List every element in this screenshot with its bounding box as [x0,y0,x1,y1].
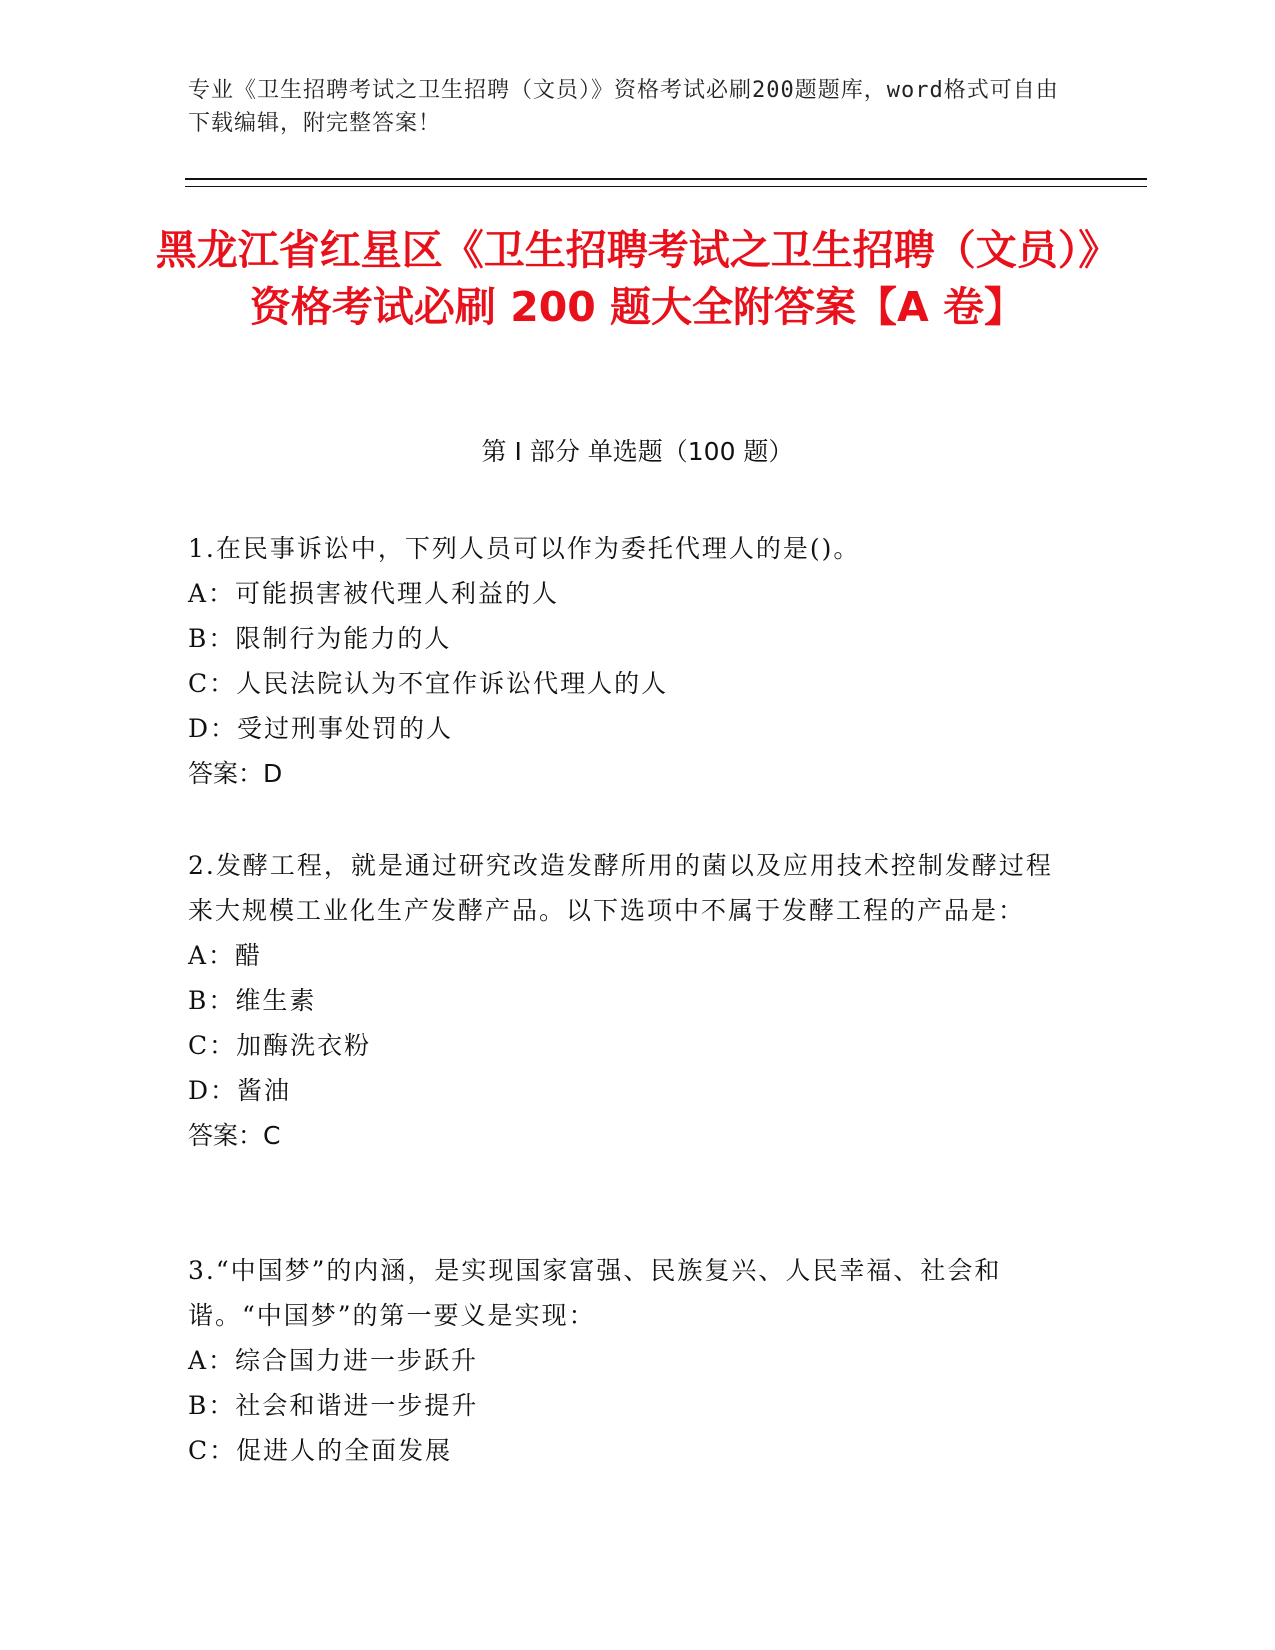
option-a: A：醋 [188,941,263,970]
option-b: B：限制行为能力的人 [188,624,452,653]
option-c: C：加酶洗衣粉 [188,1031,372,1060]
option-a: A：综合国力进一步跃升 [188,1346,479,1375]
question-block-3 [188,1248,1068,1473]
option-a: A：可能损害被代理人利益的人 [188,579,560,608]
header-divider-thick [185,178,1147,180]
option-d: D：受过刑事处罚的人 [188,714,454,743]
question-block-2 [188,843,1068,1158]
option-c: C：人民法院认为不宜作诉讼代理人的人 [188,669,669,698]
answer: 答案：C [188,1121,281,1150]
question-block-1 [188,526,1068,796]
header-divider-thin [185,186,1147,187]
answer: 答案：D [188,759,283,788]
option-b: B：维生素 [188,986,317,1015]
section-heading: 第 I 部分 单选题（100 题） [481,437,794,466]
option-c: C：促进人的全面发展 [188,1436,453,1465]
question-text: 1.在民事诉讼中，下列人员可以作为委托代理人的是()。 [188,534,861,563]
header-note: 专业《卫生招聘考试之卫生招聘（文员）》资格考试必刷200题题库，word格式可自由下载编辑，附完整答案！ [188,78,1059,136]
option-d: D：酱油 [188,1076,292,1105]
question-text: 2.发酵工程，就是通过研究改造发酵所用的菌以及应用技术控制发酵过程来大规模工业化生产发酵产品。以下选项中不属于发酵工程的产品是： [188,851,1053,925]
document-title: 黑龙江省红星区《卫生招聘考试之卫生招聘（文员）》资格考试必刷 200 题大全附答案【A 卷】 [155,226,1120,331]
question-text: 3.“中国梦”的内涵，是实现国家富强、民族复兴、人民幸福、社会和谐。“中国梦”的第一要义是实现： [188,1256,1002,1330]
option-b: B：社会和谐进一步提升 [188,1391,479,1420]
